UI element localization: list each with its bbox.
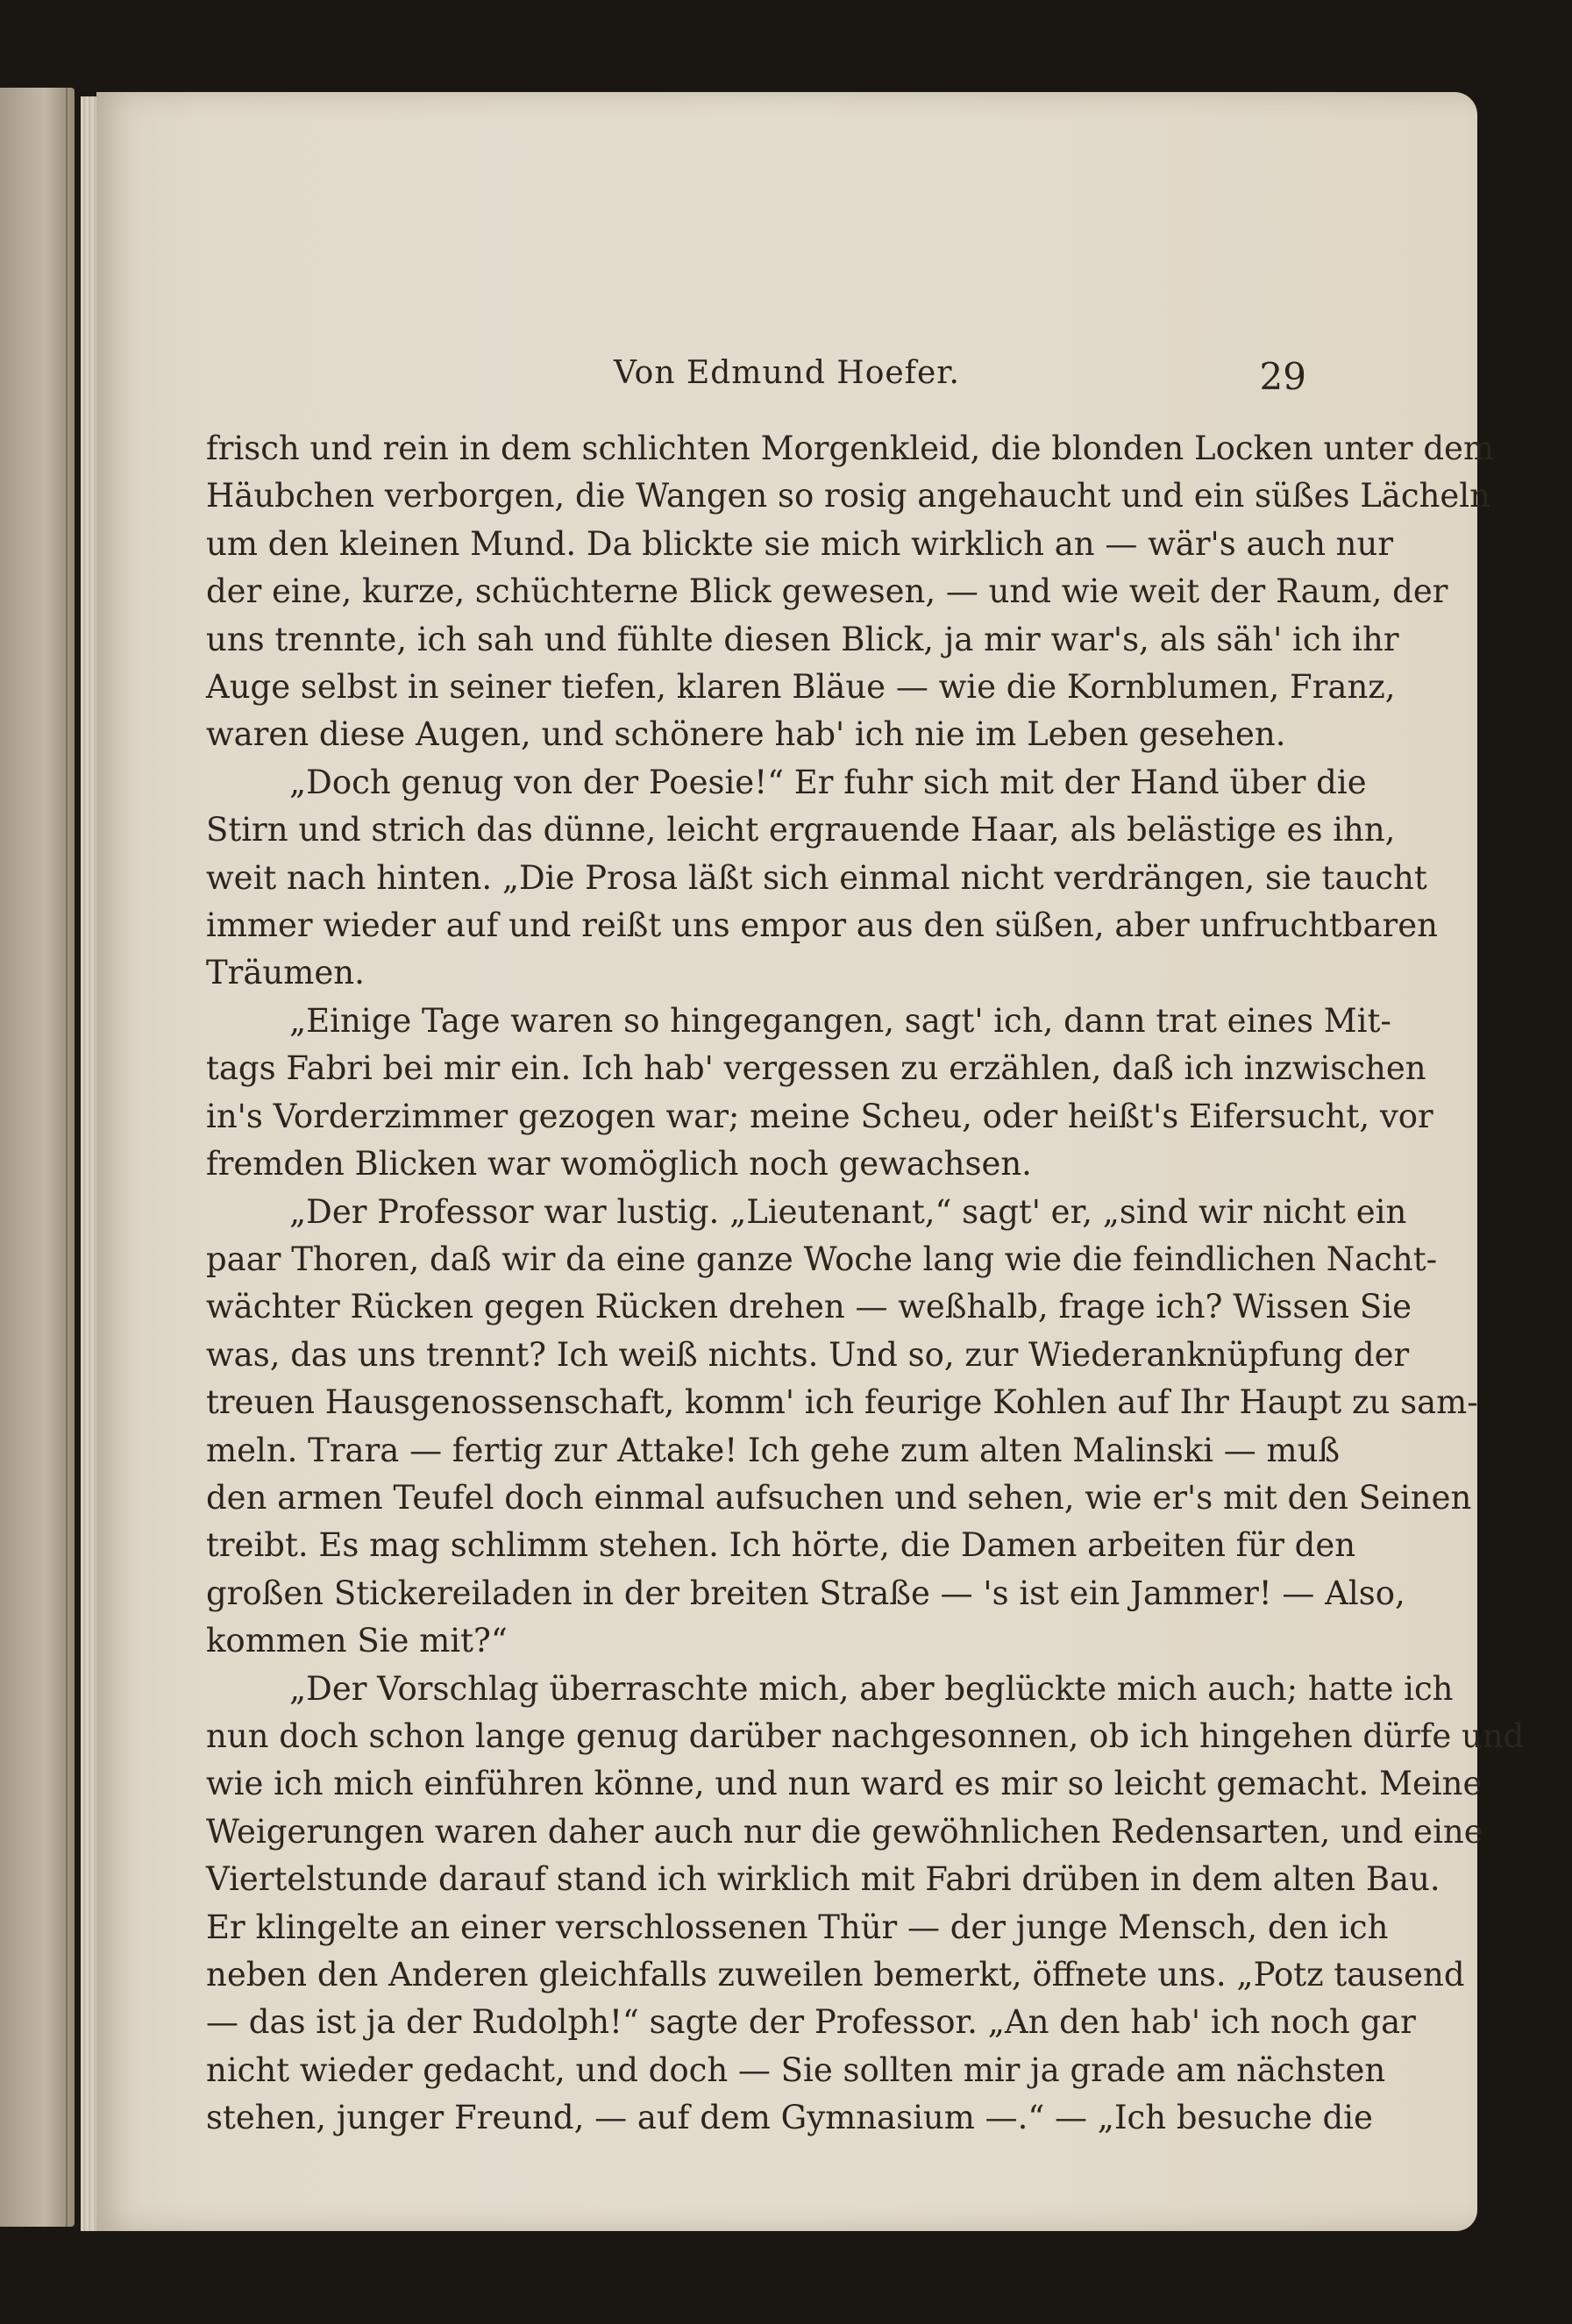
text-line: waren diese Augen, und schönere hab' ich nie im Leben gesehen.: [206, 715, 1286, 754]
text-line: „Einige Tage waren so hingegangen, sagt' ich, dann trat eines Mit-: [289, 1001, 1391, 1040]
book-page: [96, 92, 1525, 2231]
text-line: in's Vorderzimmer gezogen war; meine Scheu, oder heißt's Eifersucht, vor: [206, 1097, 1433, 1135]
text-line: Träumen.: [206, 954, 365, 992]
text-line: Viertelstunde darauf stand ich wirklich mit Fabri drüben in dem alten Bau.: [206, 1860, 1440, 1899]
text-line: den armen Teufel doch einmal aufsuchen und sehen, wie er's mit den Seinen: [206, 1478, 1472, 1517]
text-line: stehen, junger Freund, — auf dem Gymnasium —.“ — „Ich besuche die: [206, 2099, 1373, 2137]
previous-page-edge: [0, 88, 75, 2227]
text-line: tags Fabri bei mir ein. Ich hab' vergessen zu erzählen, daß ich inzwischen: [206, 1049, 1426, 1088]
text-line: nicht wieder gedacht, und doch — Sie sollten mir ja grade am nächsten: [206, 2050, 1386, 2089]
text-line: weit nach hinten. „Die Prosa läßt sich einmal nicht verdrängen, sie taucht: [206, 858, 1427, 897]
text-line: Auge selbst in seiner tiefen, klaren Bläue — wie die Kornblumen, Franz,: [206, 668, 1396, 707]
body-text: [206, 425, 1525, 2143]
text-line: was, das uns trennt? Ich weiß nichts. Und so, zur Wiederanknüpfung der: [206, 1335, 1410, 1374]
text-line: um den kleinen Mund. Da blickte sie mich wirklich an — wär's auch nur: [206, 524, 1394, 563]
text-line: meln. Trara — fertig zur Attake! Ich gehe zum alten Malinski — muß: [206, 1431, 1341, 1469]
page-fold-line: [66, 88, 68, 2227]
text-line: immer wieder auf und reißt uns empor aus den süßen, aber unfruchtbaren: [206, 906, 1438, 945]
text-line: kommen Sie mit?“: [206, 1622, 508, 1660]
text-line: nun doch schon lange genug darüber nachgesonnen, ob ich hingehen dürfe und: [206, 1716, 1525, 1755]
text-line: „Der Professor war lustig. „Lieutenant,“ sagt' er, „sind wir nicht ein: [289, 1192, 1407, 1231]
text-line: uns trennte, ich sah und fühlte diesen Blick, ja mir war's, als säh' ich ihr: [206, 620, 1399, 658]
text-line: Er klingelte an einer verschlossenen Thür — der junge Mensch, den ich: [206, 1908, 1389, 1946]
text-line: Weigerungen waren daher auch nur die gewöhnlichen Redensarten, und eine: [206, 1812, 1483, 1851]
text-line: frisch und rein in dem schlichten Morgenkleid, die blonden Locken unter dem: [206, 430, 1495, 467]
text-line: — das ist ja der Rudolph!“ sagte der Professor. „An den hab' ich noch gar: [206, 2003, 1416, 2042]
running-head: Von Edmund Hoefer.: [613, 355, 960, 391]
text-line: der eine, kurze, schüchterne Blick gewesen, — und wie weit der Raum, der: [206, 572, 1448, 611]
text-line: großen Stickereiladen in der breiten Straße — 's ist ein Jammer! — Also,: [206, 1574, 1405, 1612]
text-line: wie ich mich einführen könne, und nun ward es mir so leicht gemacht. Meine: [206, 1765, 1483, 1803]
text-line: paar Thoren, daß wir da eine ganze Woche lang wie die feindlichen Nacht-: [206, 1240, 1438, 1278]
text-line: treuen Hausgenossenschaft, komm' ich feurige Kohlen auf Ihr Haupt zu sam-: [206, 1383, 1478, 1422]
text-line: „Der Vorschlag überraschte mich, aber beglückte mich auch; hatte ich: [289, 1669, 1454, 1708]
text-line: treibt. Es mag schlimm stehen. Ich hörte, die Damen arbeiten für den: [206, 1526, 1356, 1565]
text-line: neben den Anderen gleichfalls zuweilen bemerkt, öffnete uns. „Potz tausend: [206, 1956, 1465, 1994]
text-line: Häubchen verborgen, die Wangen so rosig angehaucht und ein süßes Lächeln: [206, 477, 1490, 515]
text-line: „Doch genug von der Poesie!“ Er fuhr sich mit der Hand über die: [289, 763, 1367, 801]
text-line: wächter Rücken gegen Rücken drehen — weßhalb, frage ich? Wissen Sie: [206, 1288, 1412, 1326]
text-line: fremden Blicken war womöglich noch gewachsen.: [206, 1145, 1032, 1183]
text-line: Stirn und strich das dünne, leicht ergrauende Haar, als belästige es ihn,: [206, 811, 1396, 849]
page-number: 29: [1259, 355, 1306, 398]
